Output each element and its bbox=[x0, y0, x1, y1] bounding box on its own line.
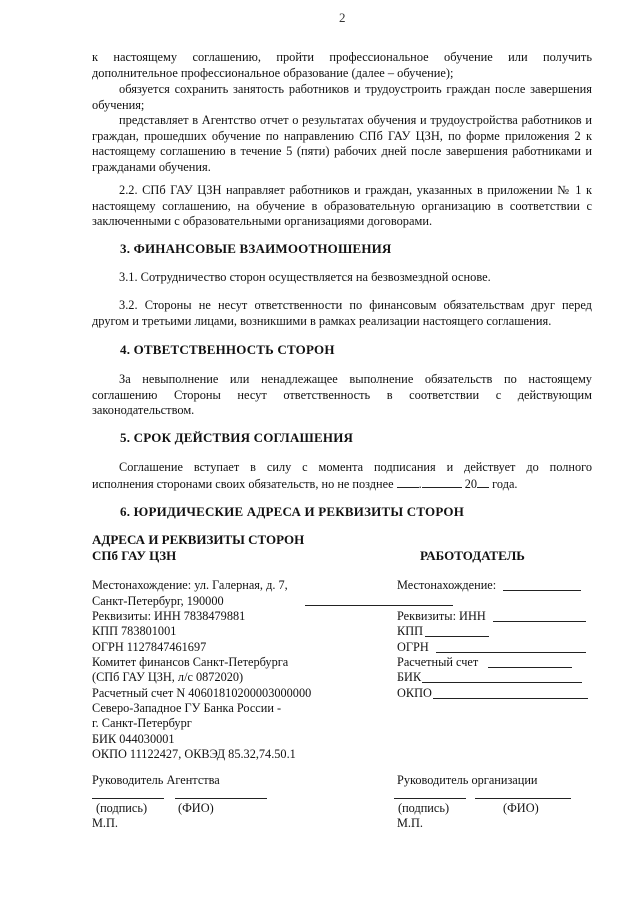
right-kpp-line bbox=[425, 636, 489, 637]
left-line-4: КПП 783801001 bbox=[92, 624, 177, 638]
left-line-5: ОГРН 1127847461697 bbox=[92, 640, 207, 654]
section-4-paragraph: За невыполнение или ненадлежащее выполнение обязательств по настоящему соглашению Стороны несут ответственность в соответствии с действующим законодательством. bbox=[92, 372, 592, 418]
section-5-title: 5. СРОК ДЕЙСТВИЯ СОГЛАШЕНИЯ bbox=[120, 430, 354, 445]
right-sign-line bbox=[394, 798, 466, 799]
right-bik-line bbox=[422, 682, 582, 683]
left-line-10: г. Санкт-Петербург bbox=[92, 716, 192, 730]
section-4-title: 4. ОТВЕТСТВЕННОСТЬ СТОРОН bbox=[120, 342, 335, 357]
left-heading-1: АДРЕСА И РЕКВИЗИТЫ СТОРОН bbox=[92, 532, 305, 547]
section-5-line-2-text: исполнения сторонами своих обязательств, но не позднее bbox=[92, 477, 394, 491]
year-prefix: 20 bbox=[464, 477, 478, 491]
right-bik: БИК bbox=[397, 670, 422, 684]
clause-3-1: 3.1. Сотрудничество сторон осуществляется на безвозмездной основе. bbox=[119, 270, 491, 284]
clause-2-2: 2.2. СПб ГАУ ЦЗН направляет работников и граждан, указанных в приложении № 1 к настоящему соглашению, на обучение в образовательную организацию в соответствии с заключенными с образовательными организациями договорами. bbox=[92, 183, 592, 229]
right-okpo-line bbox=[433, 698, 588, 699]
intro-paragraph-2: обязуется сохранить занятость работников и трудоустроить граждан после завершения обучения; bbox=[92, 82, 592, 112]
date-dot: . bbox=[418, 477, 422, 491]
page-number: 2 bbox=[339, 10, 346, 25]
right-mp: М.П. bbox=[397, 816, 423, 830]
right-ogrn: ОГРН bbox=[397, 640, 429, 654]
right-location: Местонахождение: bbox=[397, 578, 497, 592]
right-fio-line bbox=[475, 798, 571, 799]
left-fio-label: (ФИО) bbox=[178, 801, 214, 815]
right-inn: Реквизиты: ИНН bbox=[397, 609, 486, 623]
intro-paragraph-3: представляет в Агентство отчет о результатах обучения и трудоустройства работников и граждан, прошедших обучение по направлению СПб ГАУ ЦЗН, по форме приложения 2 к настоящему соглашению в течение 5 (пяти) рабочих дней после завершения работниками и гражданами обучения. bbox=[92, 113, 592, 174]
section-5-line-2 bbox=[92, 476, 517, 492]
left-line-11: БИК 044030001 bbox=[92, 732, 175, 746]
left-line-12: ОКПО 11122427, ОКВЭД 85.32,74.50.1 bbox=[92, 747, 296, 761]
right-inn-line bbox=[493, 621, 586, 622]
left-line-6: Комитет финансов Санкт-Петербурга bbox=[92, 655, 289, 669]
right-signer: Руководитель организации bbox=[397, 773, 538, 787]
right-account-line bbox=[488, 667, 572, 668]
right-kpp: КПП bbox=[397, 624, 423, 638]
intro-paragraph-1: к настоящему соглашению, пройти профессиональное обучение или получить дополнительное профессиональное образование (далее – обучение); bbox=[92, 50, 592, 80]
year-suffix: года. bbox=[492, 477, 518, 491]
section-5-line-1: Соглашение вступает в силу с момента подписания и действует до полного bbox=[119, 460, 592, 474]
right-sign-label: (подпись) bbox=[398, 801, 450, 815]
right-okpo: ОКПО bbox=[397, 686, 432, 700]
left-line-9: Северо-Западное ГУ Банка России - bbox=[92, 701, 282, 715]
section-6-title: 6. ЮРИДИЧЕСКИЕ АДРЕСА И РЕКВИЗИТЫ СТОРОН bbox=[120, 504, 465, 519]
left-signer: Руководитель Агентства bbox=[92, 773, 220, 787]
left-address-blank-line bbox=[305, 605, 453, 606]
left-line-7: (СПб ГАУ ЦЗН, л/с 0872020) bbox=[92, 670, 244, 684]
left-sign-label: (подпись) bbox=[96, 801, 148, 815]
clause-3-2: 3.2. Стороны не несут ответственности по финансовым обязательствам друг перед другом и третьими лицами, возникшими в рамках реализации настоящего соглашения. bbox=[92, 298, 592, 328]
right-location-line bbox=[503, 590, 581, 591]
left-heading-2: СПб ГАУ ЦЗН bbox=[92, 548, 177, 563]
left-mp: М.П. bbox=[92, 816, 118, 830]
right-heading: РАБОТОДАТЕЛЬ bbox=[420, 548, 525, 563]
left-sign-line bbox=[92, 798, 164, 799]
left-line-1: Местонахождение: ул. Галерная, д. 7, bbox=[92, 578, 288, 592]
left-line-8: Расчетный счет N 40601810200003000000 bbox=[92, 686, 312, 700]
left-line-2: Санкт-Петербург, 190000 bbox=[92, 594, 224, 608]
right-ogrn-line bbox=[436, 652, 586, 653]
right-account: Расчетный счет bbox=[397, 655, 479, 669]
section-3-title: 3. ФИНАНСОВЫЕ ВЗАИМООТНОШЕНИЯ bbox=[120, 241, 392, 256]
left-fio-line bbox=[175, 798, 267, 799]
right-fio-label: (ФИО) bbox=[503, 801, 539, 815]
left-line-3: Реквизиты: ИНН 7838479881 bbox=[92, 609, 246, 623]
